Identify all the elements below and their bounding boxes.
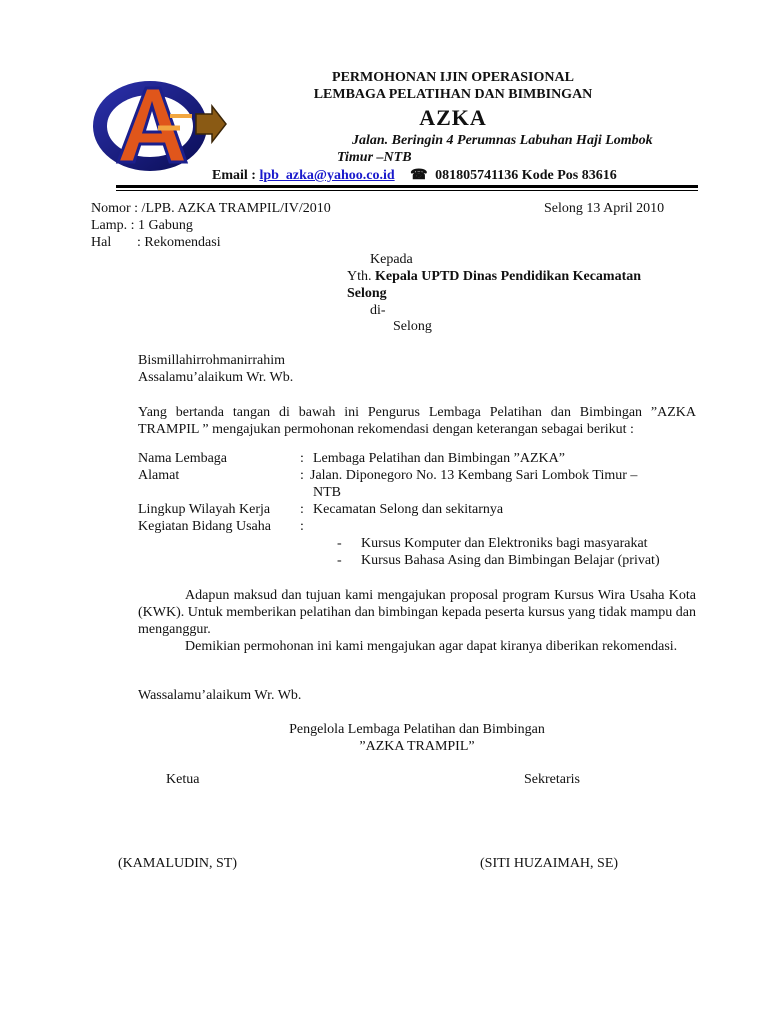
recipient-name-line2: Selong <box>347 286 387 301</box>
email-link[interactable]: lpb_azka@yahoo.co.id <box>259 168 395 183</box>
detail-value: Jalan. Diponegoro No. 13 Kembang Sari Lombok Timur – <box>310 468 638 483</box>
body-paragraph-1: Adapun maksud dan tujuan kami mengajukan proposal program Kursus Wira Usaha Kota (KWK). Untuk memberikan pelatihan dan bimbingan kepada peserta kursus yang tidak mampu dan menganggur. <box>138 588 696 637</box>
email-label: Email : <box>212 168 256 183</box>
subject-label: Hal <box>91 235 112 250</box>
recipient-line1 <box>347 269 641 285</box>
org-name: AZKA <box>419 105 487 130</box>
detail-value: Kecamatan Selong dan sekitarnya <box>313 502 504 517</box>
closing-salam: Wassalamu’alaikum Wr. Wb. <box>138 688 302 703</box>
phone-text: 081805741136 Kode Pos 83616 <box>435 168 617 183</box>
recipient-yth: Yth. <box>347 269 372 284</box>
detail-label: Nama Lembaga <box>138 451 228 466</box>
detail-label: Alamat <box>138 468 180 483</box>
greeting-salam: Assalamu’alaikum Wr. Wb. <box>138 370 294 385</box>
detail-value: NTB <box>313 485 341 500</box>
greeting-bismillah: Bismillahirrohmanirrahim <box>138 353 285 368</box>
header-title-line2: LEMBAGA PELATIHAN DAN BIMBINGAN <box>313 87 593 102</box>
signature-org-line2: ”AZKA TRAMPIL” <box>359 739 475 754</box>
contact-line <box>212 167 617 184</box>
list-bullet: - <box>337 553 342 568</box>
signature-right-title: Sekretaris <box>524 772 580 787</box>
address-line1: Jalan. Beringin 4 Perumnas Labuhan Haji Lombok <box>352 133 653 148</box>
signature-org-line1: Pengelola Lembaga Pelatihan dan Bimbingan <box>289 722 545 737</box>
detail-colon: : <box>300 451 304 466</box>
list-item-text: Kursus Komputer dan Elektroniks bagi masyarakat <box>361 536 648 551</box>
body-paragraph-2: Demikian permohonan ini kami mengajukan agar dapat kiranya diberikan rekomendasi. <box>185 639 678 654</box>
detail-label: Kegiatan Bidang Usaha <box>138 519 271 534</box>
signature-right-name: (SITI HUZAIMAH, SE) <box>480 856 619 871</box>
signature-left-name: (KAMALUDIN, ST) <box>118 856 237 871</box>
header-rule-thin <box>116 190 698 191</box>
detail-value: Lembaga Pelatihan dan Bimbingan ”AZKA” <box>313 451 565 466</box>
recipient-city: Selong <box>393 319 432 334</box>
detail-colon: : <box>300 468 304 483</box>
attachment-line: Lamp. : 1 Gabung <box>91 218 193 233</box>
phone-icon: ☎ <box>410 168 428 183</box>
detail-label: Lingkup Wilayah Kerja <box>138 502 271 517</box>
detail-colon: : <box>300 519 304 534</box>
letter-number: Nomor : /LPB. AZKA TRAMPIL/IV/2010 <box>91 201 331 216</box>
recipient-name-line1: Kepala UPTD Dinas Pendidikan Kecamatan <box>375 269 642 284</box>
header-rule-thick <box>116 185 698 188</box>
list-bullet: - <box>337 536 342 551</box>
list-item-text: Kursus Bahasa Asing dan Bimbingan Belajar (privat) <box>361 553 660 568</box>
intro-paragraph: Yang bertanda tangan di bawah ini Pengurus Lembaga Pelatihan dan Bimbingan ”AZKA TRAMPIL ” mengajukan permohonan rekomendasi dengan keterangan sebagai berikut : <box>138 405 696 437</box>
address-line2: Timur –NTB <box>337 150 412 165</box>
recipient-di: di- <box>370 303 386 318</box>
recipient-kepada: Kepada <box>370 252 413 267</box>
signature-left-title: Ketua <box>166 772 200 787</box>
subject-value: : Rekomendasi <box>137 235 221 250</box>
letter-date: Selong 13 April 2010 <box>544 201 665 216</box>
header-title-line1: PERMOHONAN IJIN OPERASIONAL <box>332 70 574 85</box>
detail-colon: : <box>300 502 304 517</box>
